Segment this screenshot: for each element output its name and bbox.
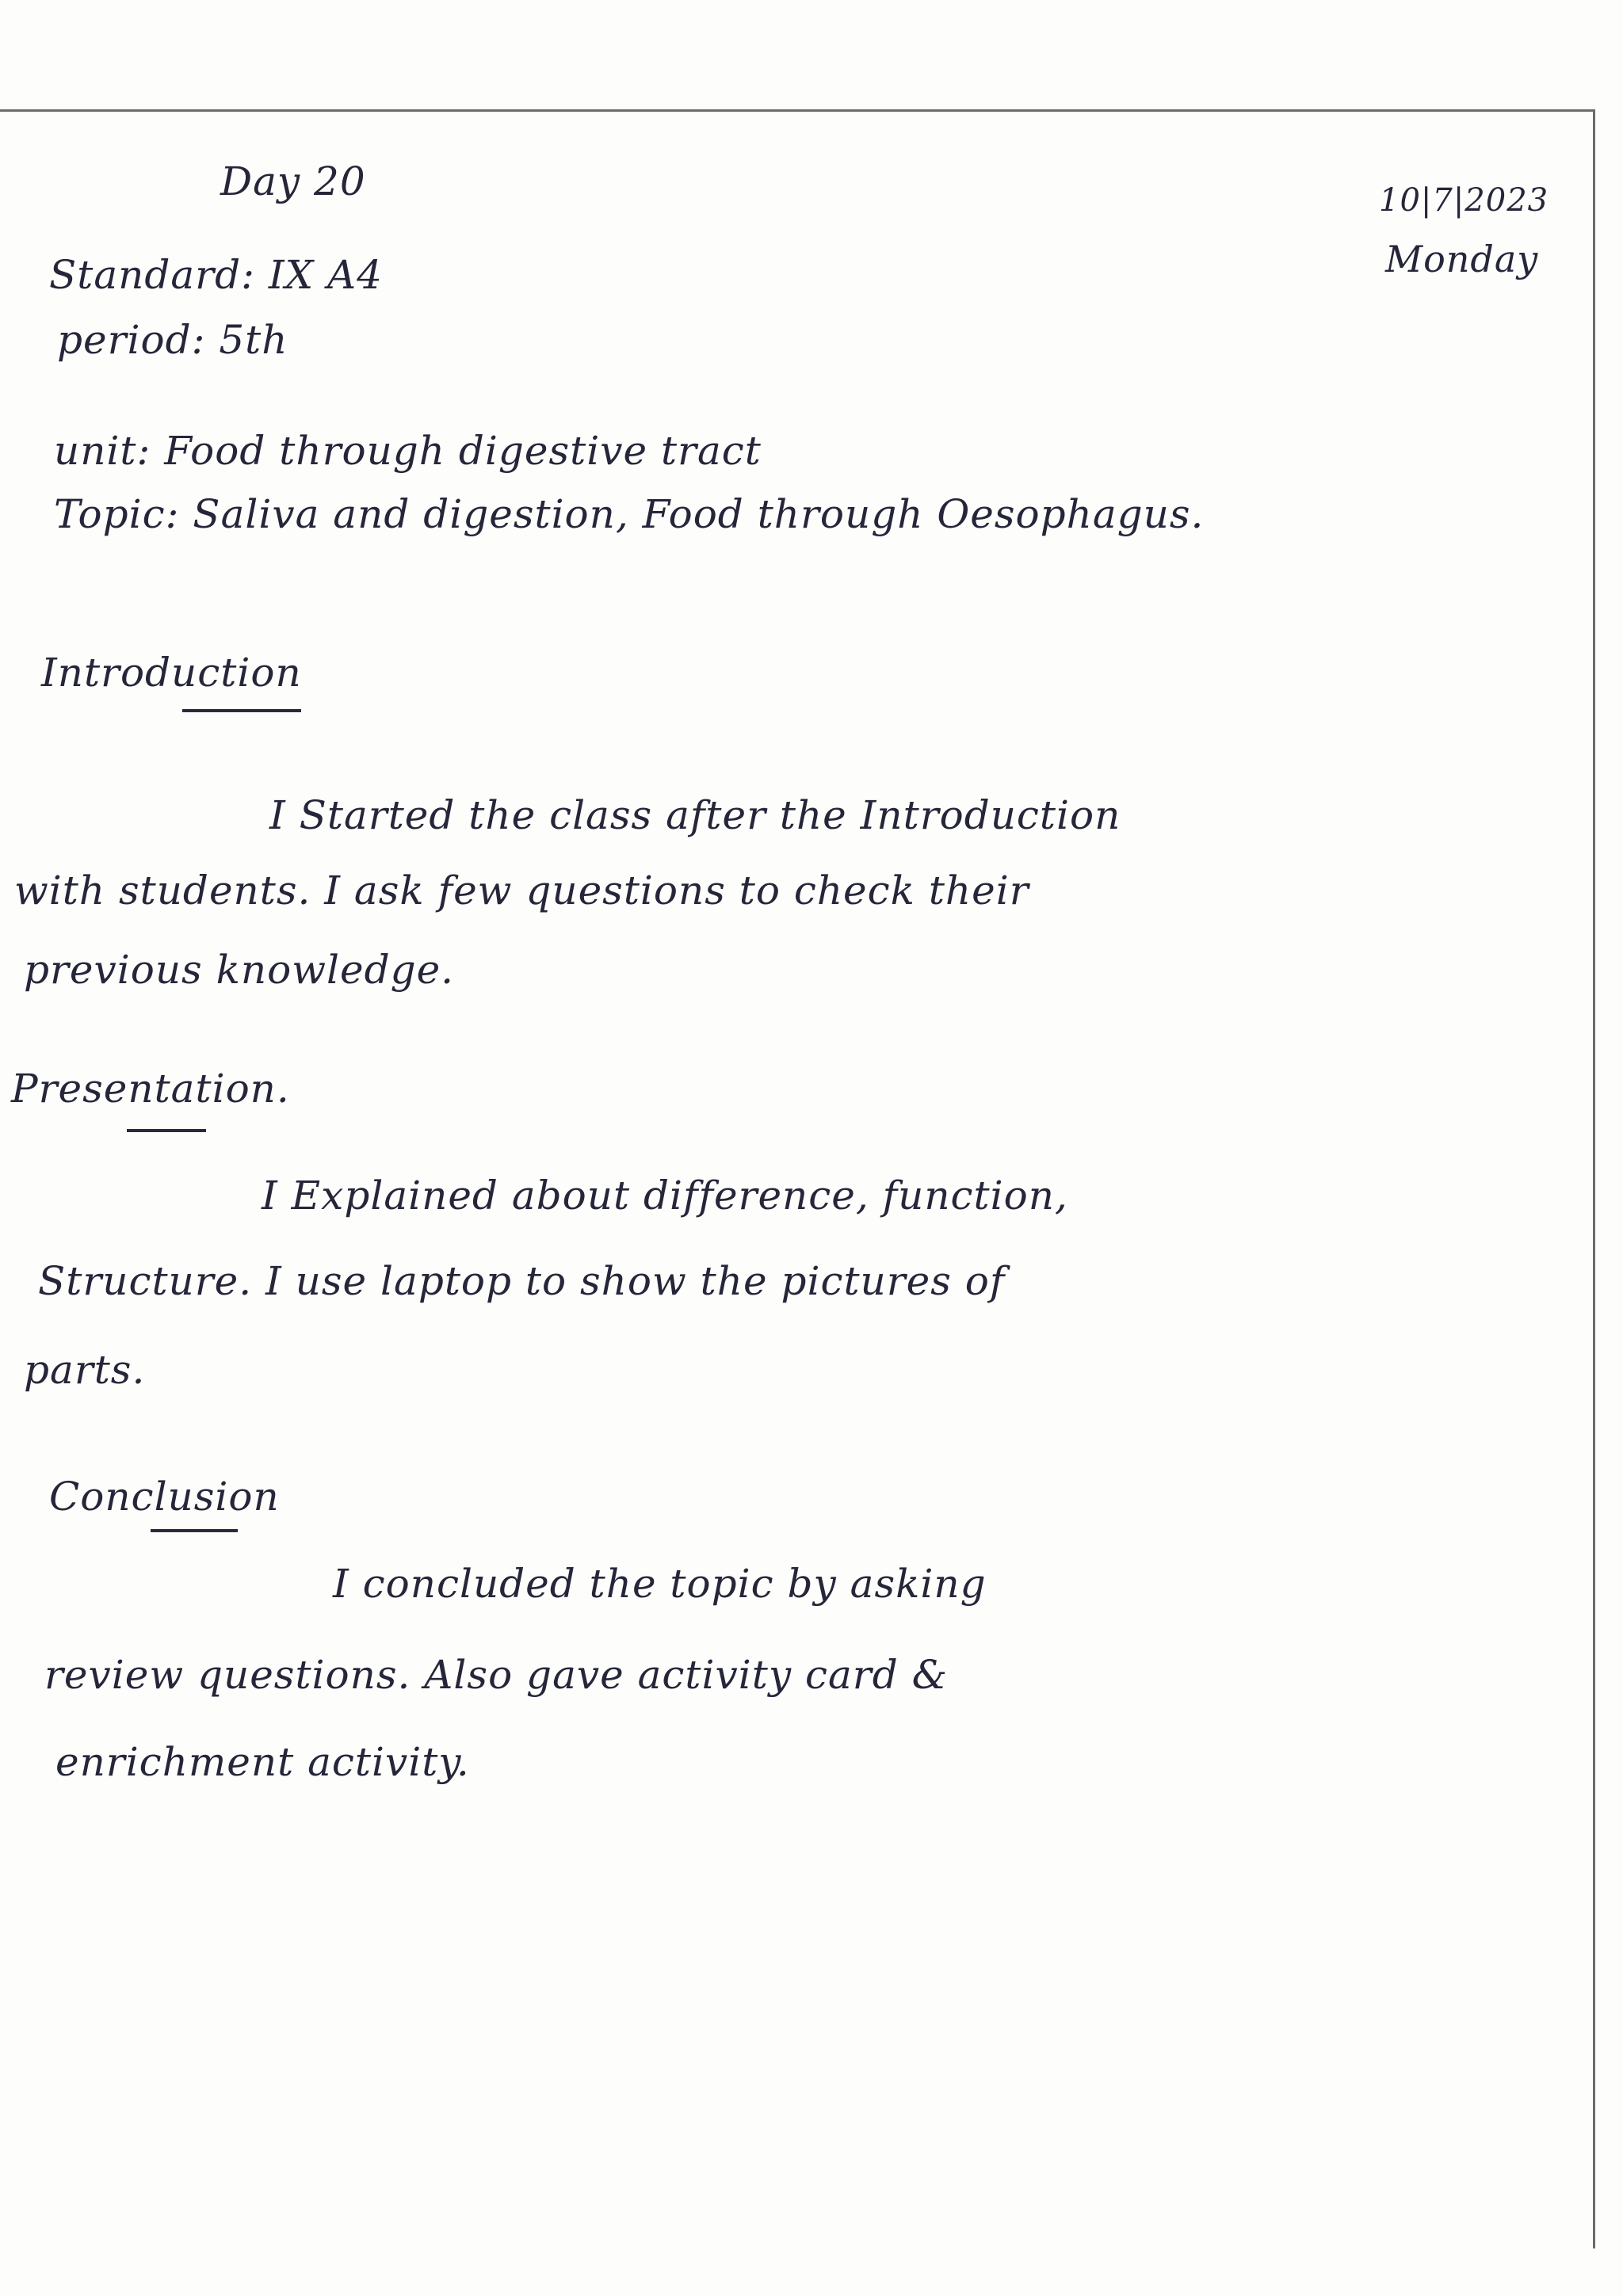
- topic-label: Topic: Saliva and digestion, Food through Oesophagus.: [54, 491, 1205, 537]
- presentation-line-1: I Explained about difference, function,: [262, 1173, 1068, 1219]
- period-label: period: 5th: [57, 317, 288, 363]
- introduction-heading: Introduction: [41, 650, 302, 696]
- standard-label: Standard: IX A4: [49, 252, 383, 298]
- day-label: Day 20: [220, 158, 366, 204]
- conclusion-line-1: I concluded the topic by asking: [333, 1561, 987, 1607]
- conclusion-line-3: enrichment activity.: [55, 1739, 470, 1785]
- introduction-line-1: I Started the class after the Introduction: [269, 792, 1121, 838]
- presentation-underline: [127, 1129, 206, 1132]
- presentation-line-2: Structure. I use laptop to show the pictures of: [38, 1258, 1006, 1304]
- introduction-line-3: previous knowledge.: [24, 947, 455, 993]
- weekday-label: Monday: [1385, 238, 1539, 280]
- presentation-line-3: parts.: [24, 1347, 146, 1393]
- conclusion-heading: Conclusion: [49, 1474, 280, 1520]
- conclusion-line-2: review questions. Also gave activity card &: [44, 1652, 949, 1698]
- presentation-heading: Presentation.: [11, 1066, 290, 1112]
- page-right-border: [1593, 109, 1595, 2248]
- introduction-underline: [182, 709, 301, 712]
- page-top-border: [0, 109, 1593, 112]
- conclusion-underline: [151, 1529, 238, 1532]
- introduction-line-2: with students. I ask few questions to check their: [14, 868, 1029, 913]
- unit-label: unit: Food through digestive tract: [54, 428, 762, 474]
- date-label: 10|7|2023: [1379, 182, 1549, 219]
